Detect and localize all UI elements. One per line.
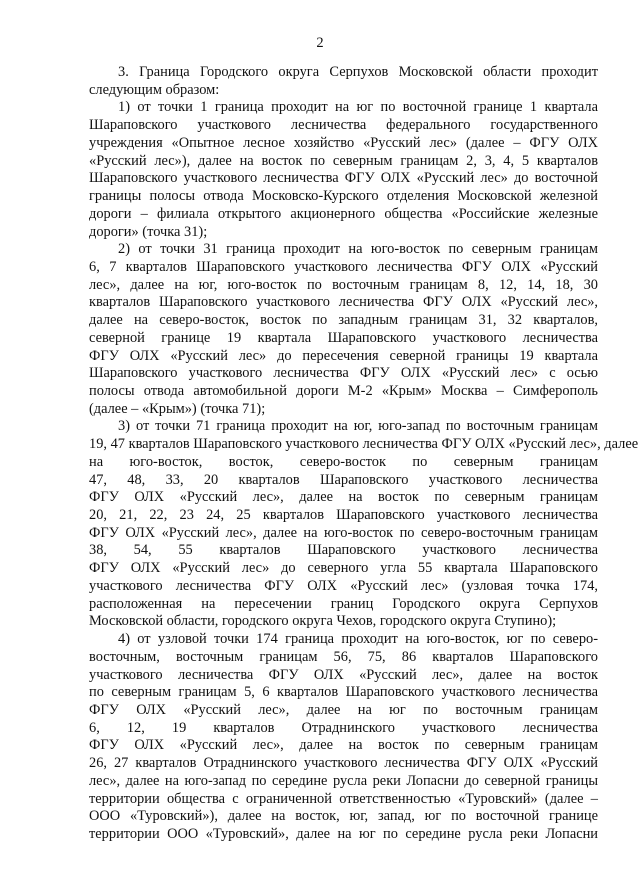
paragraph-line: ФГУ ОЛХ «Русский лес», далее на юг по восточным границам <box>89 701 598 718</box>
paragraph-line: 6, 7 кварталов Шараповского участкового лесничества ФГУ ОЛХ «Русский <box>89 258 598 275</box>
paragraph-line: ФГУ ОЛХ «Русский лес» до северного угла 55 квартала Шараповского <box>89 560 598 577</box>
paragraph-line: 47, 48, 33, 20 кварталов Шараповского участкового лесничества <box>89 471 598 488</box>
paragraph-line: территории общества с ограниченной ответственностью «Туровский» (далее – <box>89 790 598 807</box>
paragraph-line: ФГУ ОЛХ «Русский лес» до пересечения северной границы 19 квартала <box>89 347 598 364</box>
paragraph-line: лес», далее на юг, юго-восток по восточным границам 8, 12, 14, 18, 30 <box>89 276 598 293</box>
paragraph-line: далее на северо-восток, восток по западным границам 31, 32 кварталов, <box>89 312 598 329</box>
paragraph-line: ФГУ ОЛХ «Русский лес», далее на юго-восток по северо-восточным границам <box>89 524 598 541</box>
paragraph-first-line: 4) от узловой точки 174 граница проходит на юго-восток, юг по северо- <box>118 631 598 647</box>
paragraph-line: 19, 47 кварталов Шараповского участкового лесничества ФГУ ОЛХ «Русский лес», далее <box>89 436 639 453</box>
paragraph-line: учреждения «Опытное лесное хозяйство «Русский лес» (далее – ФГУ ОЛХ <box>89 134 598 151</box>
paragraph-line: Шараповского участкового лесничества ФГУ ОЛХ «Русский лес» с осью <box>89 365 598 382</box>
paragraph-line: 38, 54, 55 кварталов Шараповского участкового лесничества <box>89 542 598 559</box>
paragraph-line: следующим образом: <box>89 81 220 98</box>
paragraph-line: восточным, восточным границам 56, 75, 86 кварталов Шараповского <box>89 648 598 665</box>
paragraph-line: «Русский лес»), далее на восток по северным границам 2, 3, 4, 5 кварталов <box>89 152 598 169</box>
paragraph-line: лес», далее на юго-запад по середине русла реки Лопасни до северной границы <box>89 772 598 789</box>
paragraph-line: 26, 27 кварталов Отраднинского участкового лесничества ФГУ ОЛХ «Русский <box>89 755 598 772</box>
paragraph-line: участкового лесничества ФГУ ОЛХ «Русский лес» (узловая точка 174, <box>89 577 598 594</box>
paragraph-line: 20, 21, 22, 23 24, 25 кварталов Шараповского участкового лесничества <box>89 507 598 523</box>
paragraph-line: территории ООО «Туровский», далее на юг по середине русла реки Лопасни <box>89 826 598 842</box>
paragraph-first-line: 2) от точки 31 граница проходит на юго-восток по северным границам <box>118 241 598 258</box>
paragraph-first-line: 1) от точки 1 граница проходит на юг по восточной границе 1 квартала <box>118 99 598 116</box>
paragraph-line: полосы отвода автомобильной дороги М-2 «Крым» Москва – Симферополь <box>89 383 598 399</box>
paragraph-first-line: 3. Граница Городского округа Серпухов Московской области проходит <box>118 64 598 80</box>
paragraph-line: (далее – «Крым») (точка 71); <box>89 400 266 417</box>
paragraph-line: северной границе 19 квартала Шараповского участкового лесничества <box>89 329 598 346</box>
paragraph-line: ФГУ ОЛХ «Русский лес», далее на восток по северным границам <box>89 489 598 506</box>
paragraph-line: Московской области, городского округа Чехов, городского округа Ступино); <box>89 613 557 630</box>
page-number: 2 <box>316 35 324 51</box>
paragraph-line: 6, 12, 19 кварталов Отраднинского участкового лесничества <box>89 719 598 736</box>
paragraph-line: Шараповского участкового лесничества ФГУ ОЛХ «Русский лес» до восточной <box>89 170 598 187</box>
paragraph-line: дороги – филиала открытого акционерного общества «Российские железные <box>89 205 598 222</box>
paragraph-line: ООО «Туровский»), далее на восток, юг, запад, юг по восточной границе <box>89 808 598 825</box>
paragraph-line: кварталов Шараповского участкового лесничества ФГУ ОЛХ «Русский лес», <box>89 294 598 311</box>
paragraph-line: ФГУ ОЛХ «Русский лес», далее на восток по северным границам <box>89 737 598 754</box>
paragraph-line: границы полосы отвода Московско-Курского отделения Московской железной <box>89 188 598 204</box>
paragraph-line: дороги» (точка 31); <box>89 223 208 240</box>
paragraph-line: по северным границам 5, 6 кварталов Шараповского участкового лесничества <box>89 684 598 701</box>
paragraph-line: расположенная на пересечении границ Городского округа Серпухов <box>89 595 598 612</box>
paragraph-line: на юго-восток, восток, северо-восток по северным границам <box>89 453 598 470</box>
paragraph-line: участкового лесничества ФГУ ОЛХ «Русский лес», далее на восток <box>89 666 598 683</box>
paragraph-first-line: 3) от точки 71 граница проходит на юг, юго-запад по восточным границам <box>118 418 598 435</box>
paragraph-line: Шараповского участкового лесничества федерального государственного <box>89 117 598 134</box>
